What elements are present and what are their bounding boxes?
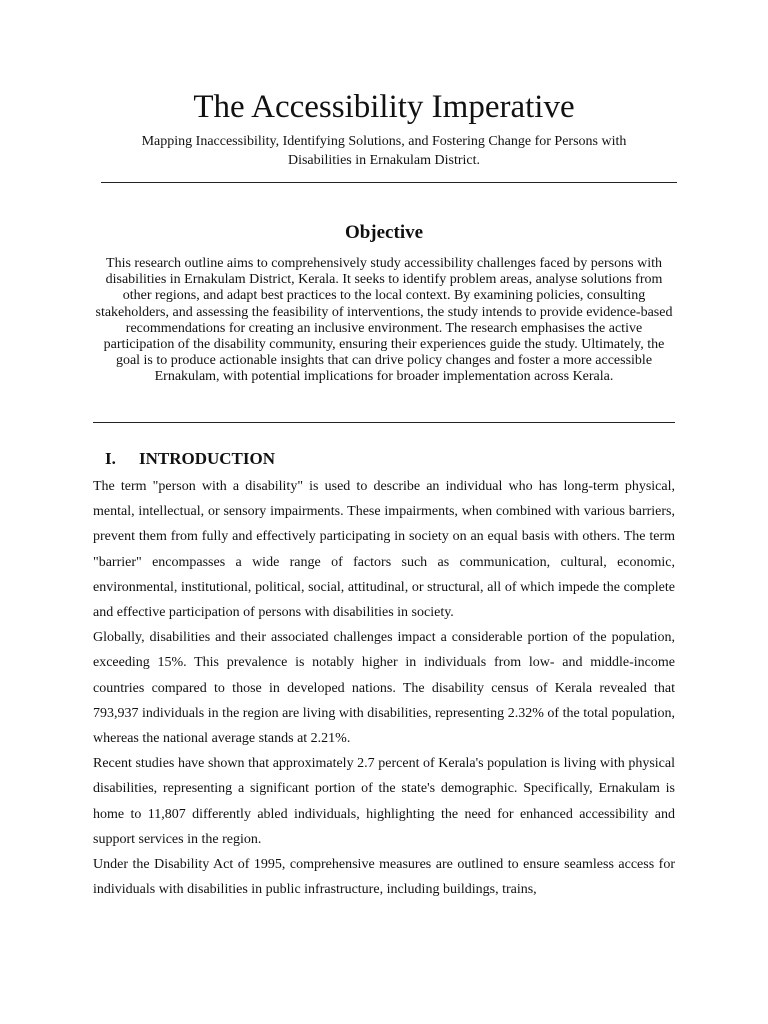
body-paragraph: Under the Disability Act of 1995, comprehensive measures are outlined to ensure seamless access for individuals with disabilities in public infrastructure, including buildings, trains, [93, 857, 675, 898]
document-title: The Accessibility Imperative [193, 89, 575, 125]
body-paragraph: The term "person with a disability" is used to describe an individual who has long-term physical, mental, intellectual, or sensory impairments. These impairments, when combined with various barriers, prevent them from fully and effectively participating in society on an equal basis with others. The term "barrier" encompasses a wide range of factors such as communication, cultural, economic, environmental, institutional, political, social, attitudinal, or structural, all of which impede the complete and effective participation of persons with disabilities in society. [93, 479, 675, 621]
objective-divider [93, 422, 675, 423]
title-divider [101, 182, 677, 183]
document-subtitle: Mapping Inaccessibility, Identifying Solutions, and Fostering Change for Persons with Disabilities in Ernakulam District. [141, 134, 627, 168]
objective-text: This research outline aims to comprehensively study accessibility challenges faced by persons with disabilities in Ernakulam District, Kerala. It seeks to identify problem areas, analyse solutions from other regions, and adapt best practices to the local context. By examining policies, consulting stakeholders, and assessing the feasibility of interventions, the study intends to provide evidence-based recommendations for creating an inclusive environment. The research emphasises the active participation of the disability community, ensuring their experiences guide the study. Ultimately, the goal is to produce actionable insights that can drive policy changes and foster a more accessible Ernakulam, with potential implications for broader implementation across Kerala. [95, 256, 673, 385]
body-paragraph: Globally, disabilities and their associated challenges impact a considerable portion of the population, exceeding 15%. This prevalence is notably higher in individuals from low- and middle-income countries compared to those in developed nations. The disability census of Kerala revealed that 793,937 individuals in the region are living with disabilities, representing 2.32% of the total population, whereas the national average stands at 2.21%. [93, 630, 675, 747]
section-heading-introduction [105, 449, 275, 469]
body-paragraph: Recent studies have shown that approximately 2.7 percent of Kerala's population is living with physical disabilities, representing a significant portion of the state's demographic. Specifically, Ernakulam is home to 11,807 differently abled individuals, highlighting the need for enhanced accessibility and support services in the region. [93, 756, 675, 847]
section-number: I. [105, 449, 116, 468]
objective-heading: Objective [344, 222, 424, 243]
section-title: INTRODUCTION [139, 449, 276, 468]
introduction-body [93, 474, 675, 902]
